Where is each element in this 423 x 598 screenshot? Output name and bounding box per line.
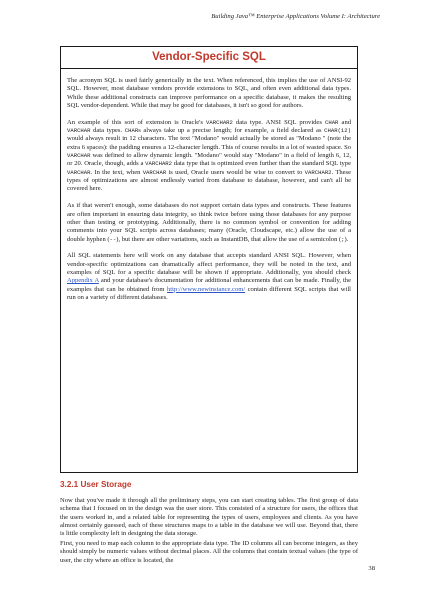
page-number: 38 xyxy=(368,565,375,572)
sidebar-paragraph-1: The acronym SQL is used fairly generically in the text. When referenced, this implies the use of ANSI-92 SQL. However, most database vendors provide extensions to SQL, and often even additional data types. While these additional constructs can improve performance on a specific database, it makes the resulting SQL vendor-dependent. While that may be good for databases, it isn't so good for authors. xyxy=(67,77,351,110)
sidebar-box xyxy=(60,46,358,473)
text-run: data types. xyxy=(90,127,125,135)
text-run: and your database's documentation for additional enhancements that can be made. Finally, the examples that can be obtained from xyxy=(67,277,351,293)
code-varchar: VARCHAR xyxy=(67,168,91,176)
emphasis-not: not xyxy=(190,202,199,210)
code-char-12: CHAR(12) xyxy=(324,127,351,135)
text-run: data type. ANSI SQL provides xyxy=(232,118,325,126)
text-run: and xyxy=(338,118,351,126)
code-varchar2: VARCHAR2 xyxy=(206,118,233,126)
code-varchar: VARCHAR xyxy=(67,152,91,160)
text-run: s always take up a precise length; for example, a field declared as xyxy=(138,127,325,135)
code-varchar: VARCHAR xyxy=(142,168,167,176)
sidebar-title: Vendor-Specific SQL xyxy=(61,51,357,69)
text-run: . In the text, when xyxy=(90,168,143,176)
text-run: is used, Oracle users would be wise to convert to xyxy=(166,168,305,176)
section-heading: 3.2.1 User Storage xyxy=(60,480,132,489)
body-paragraph-2 xyxy=(60,540,358,565)
text-run: ), but there are other variations, such as InstantDB, that allow the use of a semicolon ( xyxy=(116,235,342,243)
text-run: contain different SQL scripts that will run on a variety of different databases. xyxy=(67,285,351,301)
body-paragraph-1 xyxy=(60,497,358,539)
code-varchar2: VARCHAR2 xyxy=(304,168,332,176)
text-run: support certain data types and constructs. These features are often important in ensuring data integrity, so think twice before using those databases for any purpose other than testing or prototyping. Additionally, there is no common symbol or convention for adding comments into your SQL scripts across databases; many (Oracle, Cloudscape, etc.) allow the use of a double hyphen ( xyxy=(67,202,351,243)
text-run: As if that weren't enough, some databases do xyxy=(67,202,191,210)
text-run: would always result in 12 characters. The text "Modano" would actually be stored as "Modano " (note the extra 6 spaces): the padding ensures a 12-character length. This of course results in a lot of wasted space. So xyxy=(67,135,351,151)
sidebar-paragraph-2 xyxy=(67,119,351,194)
newinstance-url-link[interactable]: http://www.newinstance.com/ xyxy=(167,285,246,293)
code-varchar: VARCHAR xyxy=(67,127,91,135)
text-run: was defined to allow dynamic length. "Modano" would stay "Modano" in a field of length 6, 12, or 20. Oracle, though, adds a xyxy=(67,152,351,168)
sidebar-paragraph-4 xyxy=(67,252,351,302)
body-paragraph-text: Now that you've made it through all the preliminary steps, you can start creating tables. The first group of data schema that I focused on in the design was the user store. This consisted of a structure for users, the offices that the users worked in, and a related table for representing the types of users, employees and clients. As you have almost certainly guessed, each of these structures maps to a table in the database we will use. Beyond that, there is little complexity left in designing the data storage. xyxy=(60,497,358,538)
appendix-a-link[interactable]: Appendix A xyxy=(67,277,99,285)
text-run: All SQL statements here will work on any database that accepts standard ANSI SQL. However, when vendor-specific optimizations can dramatically affect performance, they will be noted in the text, and examples of SQL for a specific database will be shown if appropriate. Additionally, you should check xyxy=(67,252,351,276)
text-run: . These types of optimizations are almost endlessly varied from database to database, however, and can't all be covered here. xyxy=(67,168,351,193)
code-semicolon: ; xyxy=(341,235,345,243)
text-run: ). xyxy=(344,235,349,243)
text-run: data type that is optimized even further than the standard SQL type xyxy=(172,160,351,168)
code-char: CHAR xyxy=(324,118,339,126)
code-varchar2: VARCHAR2 xyxy=(145,160,173,168)
text-run: An example of this sort of extension is Oracle's xyxy=(67,118,207,126)
code-double-hyphen: -- xyxy=(109,235,117,243)
running-header: Building Java™ Enterprise Applications Volume I: Architecture xyxy=(211,13,380,20)
code-char: CHAR xyxy=(124,127,139,135)
sidebar-paragraph-3 xyxy=(67,202,351,244)
body-paragraph-text: First, you need to map each column to the appropriate data type. The ID columns all can become integers, as they should simply be numeric values without decimal places. All the columns that contain textual values (the type of user, the city where an office is located, the xyxy=(60,540,358,564)
